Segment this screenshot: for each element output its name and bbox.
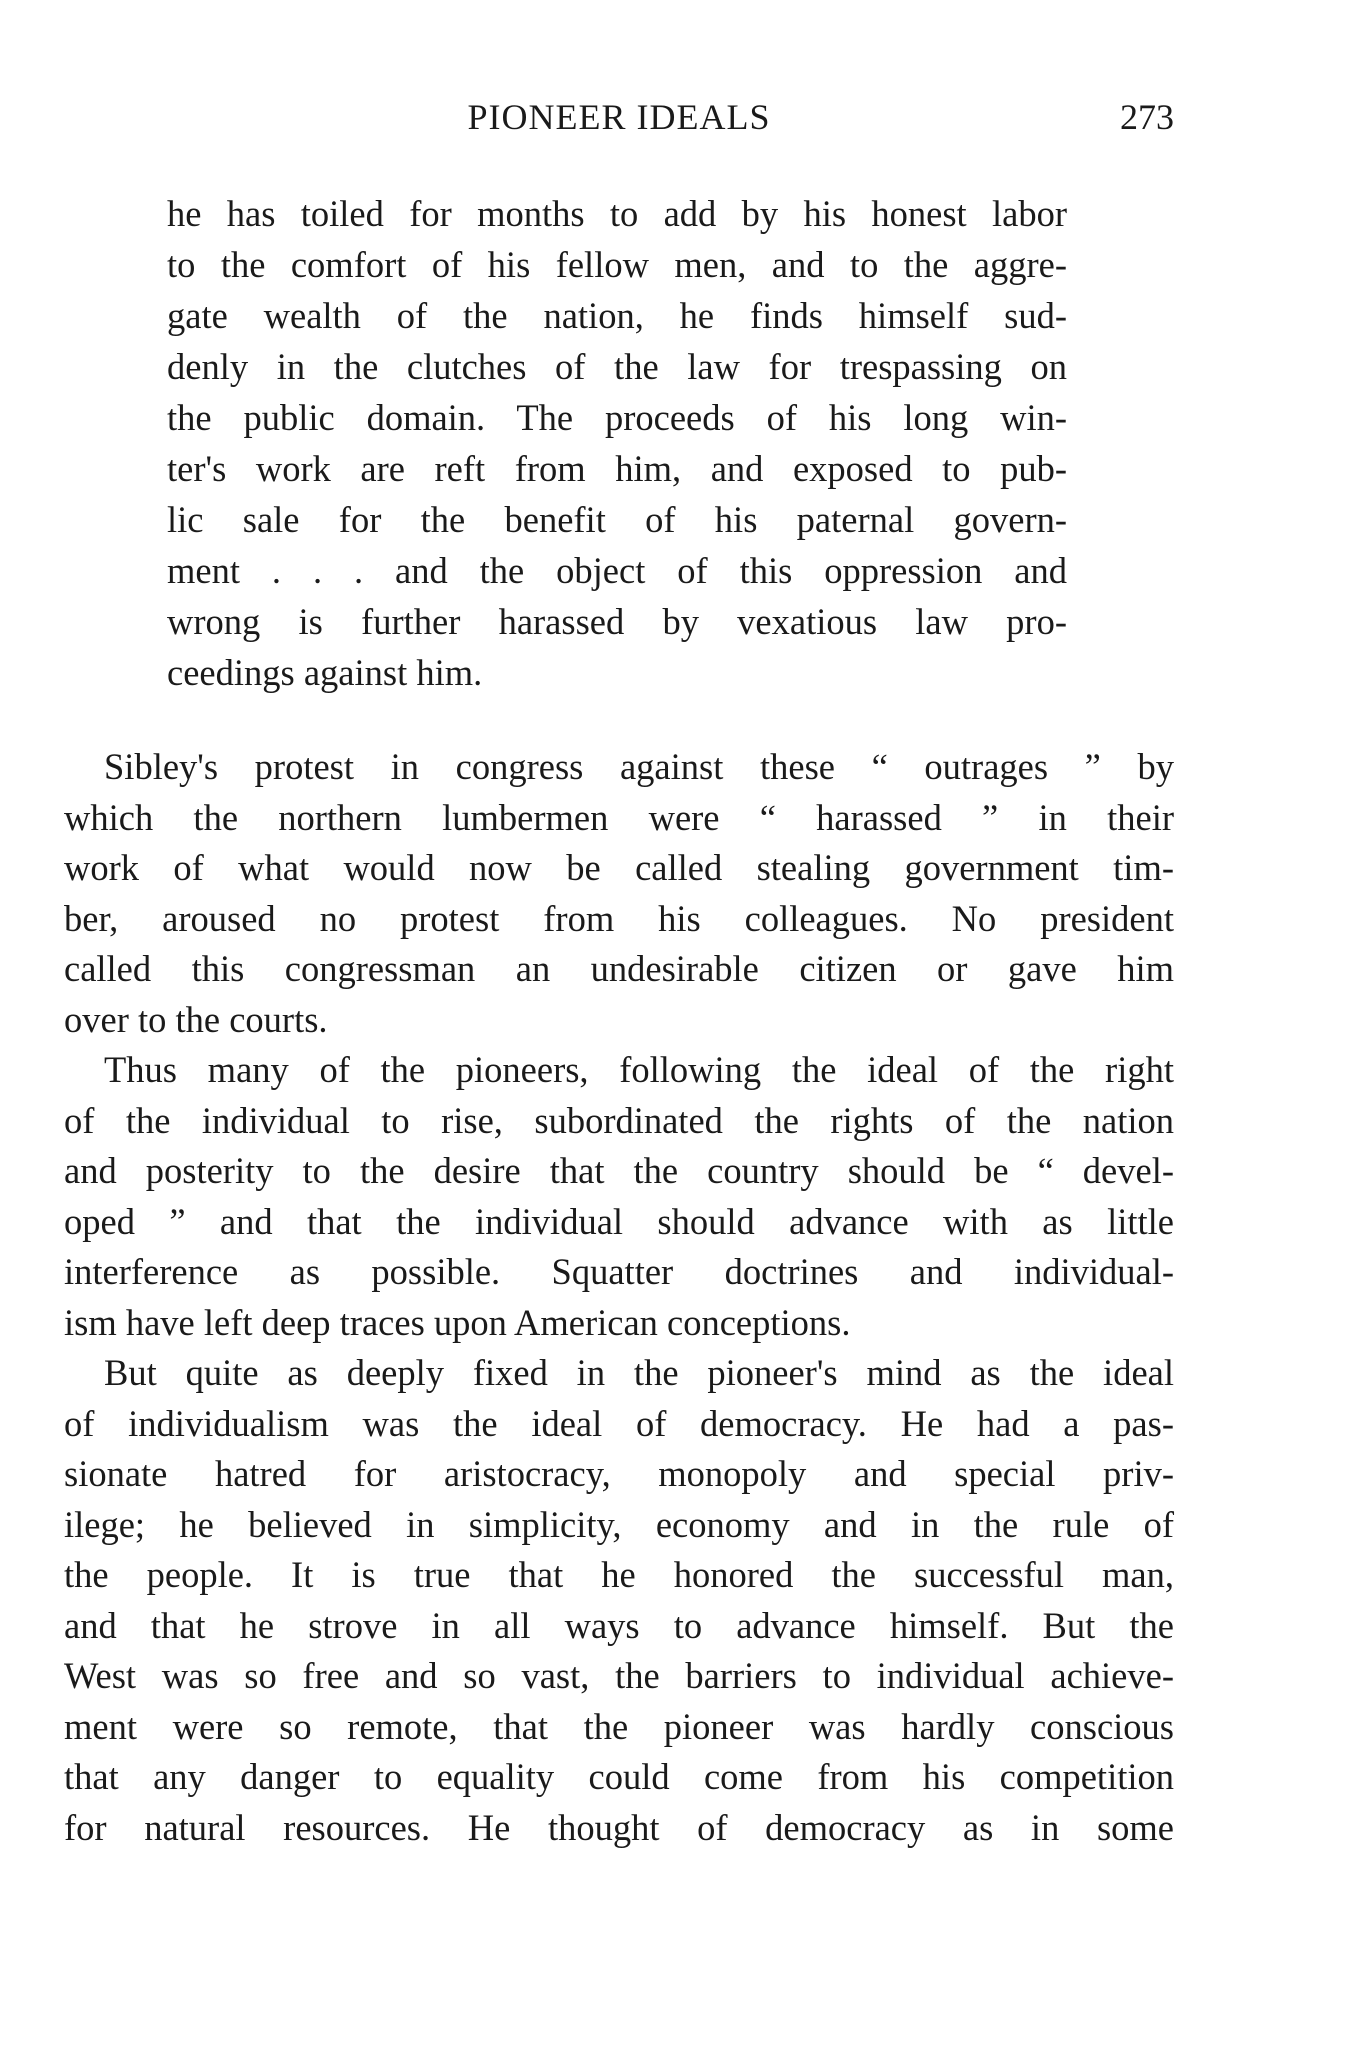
quote-line: ceedings against him. bbox=[167, 652, 483, 693]
page-header bbox=[64, 96, 1174, 148]
text-line: that any danger to equality could come from his competition bbox=[64, 1756, 1174, 1797]
text-line: interference as possible. Squatter doctrines and individual- bbox=[64, 1251, 1174, 1292]
text-line: for natural resources. He thought of democracy as in some bbox=[64, 1806, 1174, 1848]
text-line: ism have left deep traces upon American conceptions. bbox=[64, 1301, 851, 1343]
quote-line: denly in the clutches of the law for trespassing on bbox=[167, 346, 1067, 387]
text-line: ber, aroused no protest from his colleagues. No president bbox=[64, 897, 1174, 939]
quote-line: he has toiled for months to add by his honest labor bbox=[167, 193, 1067, 234]
text-line: called this congressman an undesirable citizen or gave him bbox=[64, 948, 1174, 989]
quote-line: gate wealth of the nation, he finds himself sud- bbox=[167, 295, 1067, 336]
body-text bbox=[64, 742, 1174, 1853]
paragraph bbox=[64, 742, 1174, 1045]
quote-line: ment . . . and the object of this oppression and bbox=[167, 550, 1067, 591]
text-line: Thus many of the pioneers, following the ideal of the right bbox=[104, 1049, 1174, 1090]
text-line: But quite as deeply fixed in the pioneer's mind as the ideal bbox=[104, 1352, 1174, 1393]
text-line: of the individual to rise, subordinated the rights of the nation bbox=[64, 1099, 1174, 1141]
text-line: ilege; he believed in simplicity, economy and in the rule of bbox=[64, 1503, 1174, 1545]
text-line: and that he strove in all ways to advance himself. But the bbox=[64, 1604, 1174, 1646]
quote-line: ter's work are reft from him, and exposed to pub- bbox=[167, 448, 1067, 489]
text-line: West was so free and so vast, the barriers to individual achieve- bbox=[64, 1655, 1174, 1696]
paragraph bbox=[64, 1348, 1174, 1853]
quote-line: lic sale for the benefit of his paternal govern- bbox=[167, 499, 1067, 540]
text-line: oped ” and that the individual should advance with as little bbox=[64, 1200, 1174, 1242]
text-line: the people. It is true that he honored the successful man, bbox=[64, 1554, 1174, 1595]
text-line: of individualism was the ideal of democracy. He had a pas- bbox=[64, 1402, 1174, 1444]
text-line: sionate hatred for aristocracy, monopoly and special priv- bbox=[64, 1453, 1174, 1494]
page-number: 273 bbox=[1120, 97, 1174, 137]
text-line: and posterity to the desire that the country should be “ devel- bbox=[64, 1150, 1174, 1191]
text-line: which the northern lumbermen were “ harassed ” in their bbox=[64, 796, 1174, 838]
block-quote bbox=[167, 188, 1067, 698]
text-line: work of what would now be called stealing government tim- bbox=[64, 847, 1174, 888]
text-line: Sibley's protest in congress against these “ outrages ” by bbox=[104, 746, 1174, 787]
paragraph bbox=[64, 1045, 1174, 1348]
running-title: PIONEER IDEALS bbox=[467, 97, 771, 137]
text-line: ment were so remote, that the pioneer was hardly conscious bbox=[64, 1705, 1174, 1747]
quote-line: the public domain. The proceeds of his long win- bbox=[167, 397, 1067, 438]
text-line: over to the courts. bbox=[64, 998, 328, 1040]
quote-line: to the comfort of his fellow men, and to the aggre- bbox=[167, 244, 1067, 285]
quote-line: wrong is further harassed by vexatious law pro- bbox=[167, 601, 1067, 642]
